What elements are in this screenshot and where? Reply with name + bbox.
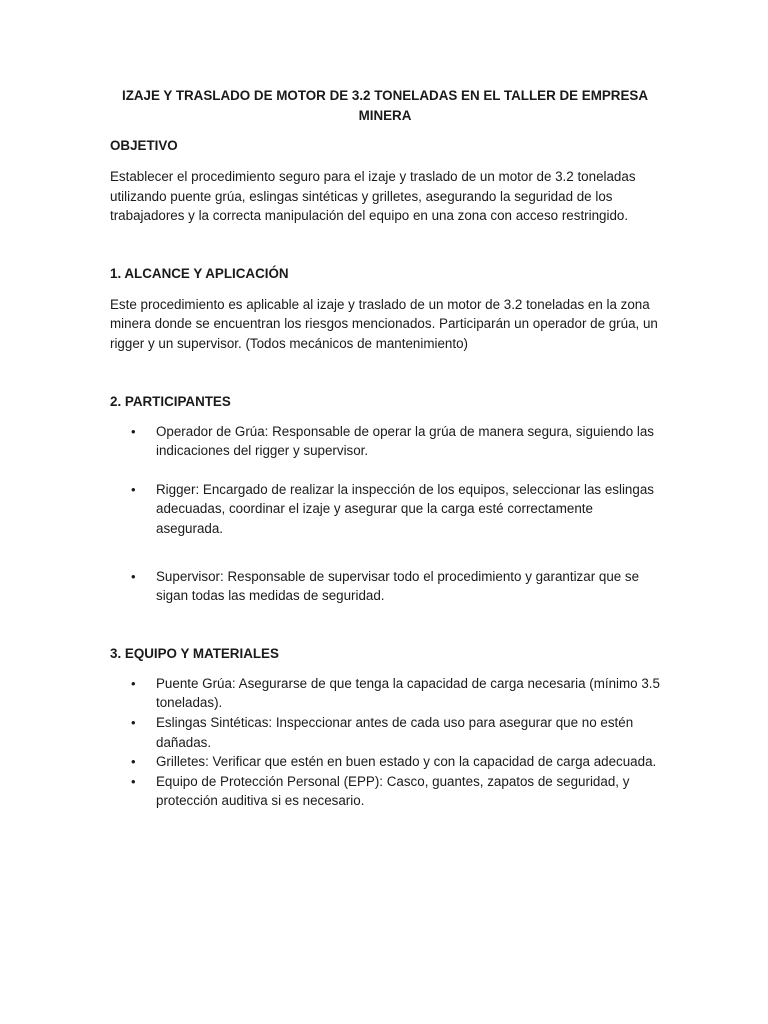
heading-participantes: 2. PARTICIPANTES [110, 393, 231, 409]
equipo-puente-grua-text: Puente Grúa: Asegurarse de que tenga la capacidad de carga necesaria (mínimo 3.5 toneladas). [156, 675, 660, 711]
heading-alcance: 1. ALCANCE Y APLICACIÓN [110, 265, 289, 281]
bullet-icon: • [131, 568, 136, 584]
equipo-eslingas-text: Eslingas Sintéticas: Inspeccionar antes de cada uso para asegurar que no estén dañadas. [156, 714, 634, 750]
list-item [110, 567, 660, 606]
bullet-icon: • [131, 773, 136, 789]
list-item [110, 752, 660, 772]
bullet-icon: • [131, 423, 136, 439]
equipo-epp-text: Equipo de Protección Personal (EPP): Casco, guantes, zapatos de seguridad, y protección auditiva si es necesario. [156, 773, 630, 809]
list-item [110, 480, 660, 539]
document-title: IZAJE Y TRASLADO DE MOTOR DE 3.2 TONELADAS EN EL TALLER DE EMPRESA MINERA [121, 88, 649, 123]
bullet-icon: • [131, 754, 136, 770]
alcance-paragraph: Este procedimiento es aplicable al izaje y traslado de un motor de 3.2 toneladas en la zona minera donde se encuentran los riesgos mencionados. Participarán un operador de grúa, un rigger y un supervisor. (Todos mecánicos de mantenimiento) [110, 296, 658, 351]
list-item [110, 422, 660, 461]
objetivo-paragraph: Establecer el procedimiento seguro para el izaje y traslado de un motor de 3.2 toneladas utilizando puente grúa, eslingas sintéticas y grilletes, asegurando la seguridad de los trabajadores y la correcta manipulación del equipo en una zona con acceso restringido. [110, 169, 636, 224]
participante-rigger-text: Rigger: Encargado de realizar la inspección de los equipos, seleccionar las eslingas adecuadas, coordinar el izaje y asegurar que la carga esté correctamente asegurada. [156, 481, 654, 536]
participante-operador-text: Operador de Grúa: Responsable de operar la grúa de manera segura, siguiendo las indicaciones del rigger y supervisor. [156, 423, 654, 459]
document-page [110, 86, 660, 811]
participante-supervisor-text: Supervisor: Responsable de supervisar todo el procedimiento y garantizar que se sigan todas las medidas de seguridad. [156, 568, 640, 604]
bullet-icon: • [131, 675, 136, 691]
list-item [110, 674, 660, 713]
list-item [110, 772, 660, 811]
equipo-list [110, 674, 660, 811]
bullet-icon: • [131, 714, 136, 730]
bullet-icon: • [131, 481, 136, 497]
equipo-grilletes-text: Grilletes: Verificar que estén en buen estado y con la capacidad de carga adecuada. [156, 754, 657, 770]
list-item [110, 713, 660, 752]
heading-equipo: 3. EQUIPO Y MATERIALES [110, 645, 279, 661]
heading-objetivo: OBJETIVO [110, 138, 178, 153]
participantes-list [110, 422, 660, 606]
